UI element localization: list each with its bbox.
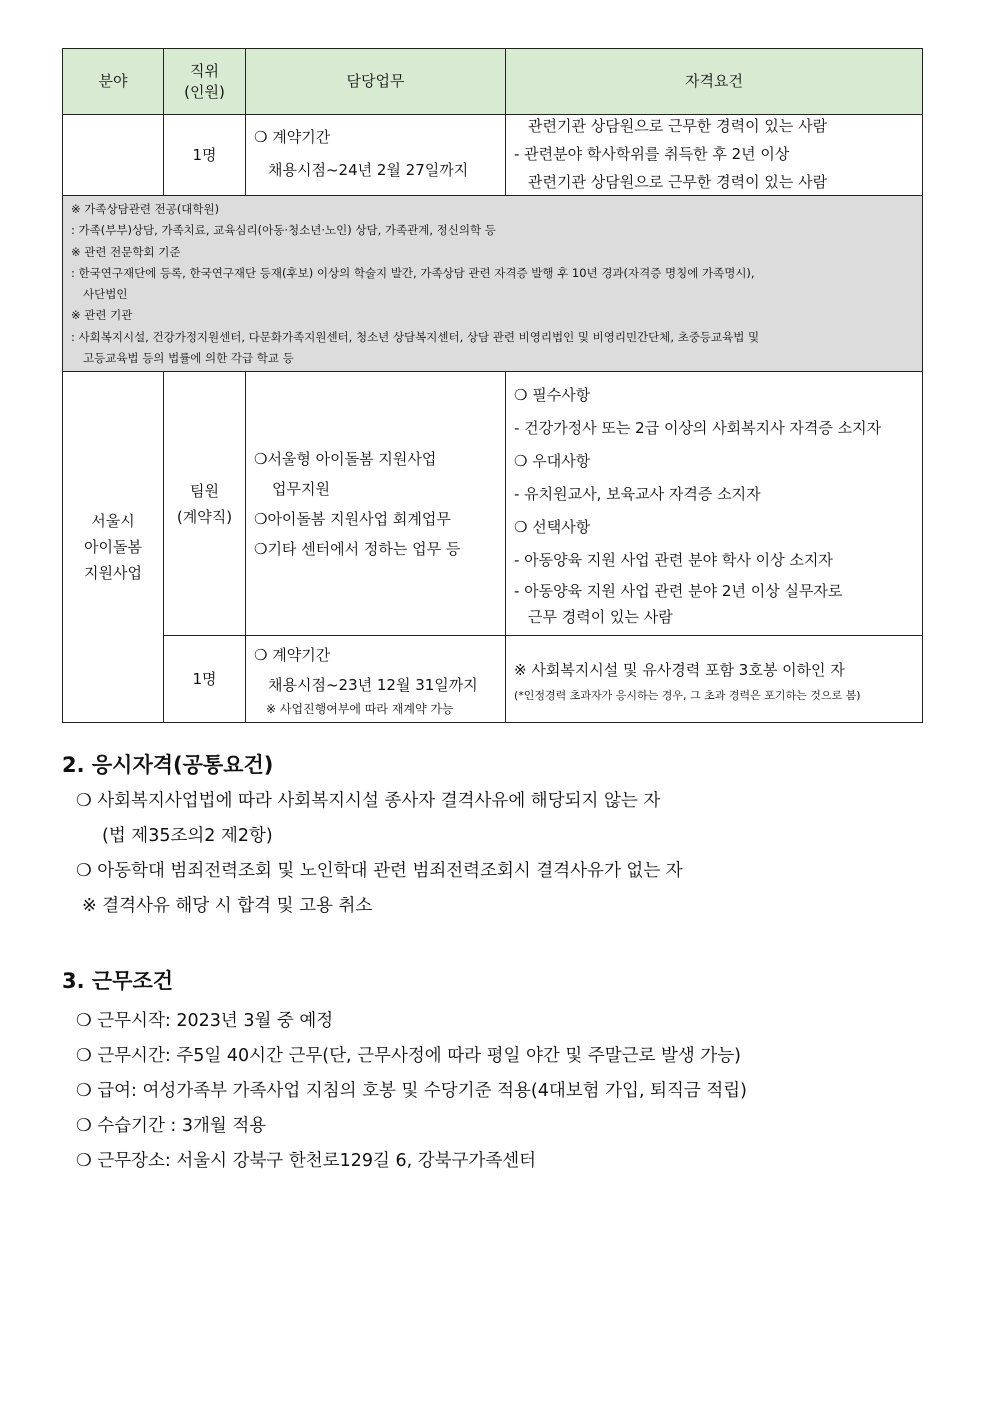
section-eligibility [62, 750, 942, 924]
list-item: ※ 결격사유 해당 시 합격 및 고용 취소 [82, 896, 373, 916]
list-item: ❍ 근무시간: 주5일 40시간 근무(단, 근무사정에 따라 평일 야간 및 주말근로 발생 가능) [76, 1046, 742, 1066]
headcount-cell: 1명 [164, 636, 246, 723]
note-line: : 사회복지시설, 건강가정지원센터, 다문화가족지원센터, 청소년 상담복지센터, 상담 관련 비영리법인 및 비영리민간단체, 초중등교육법 및 [71, 329, 760, 344]
req-line: ❍ 필수사항 [514, 385, 591, 404]
requirement-cell [506, 115, 923, 196]
recruitment-table [62, 48, 923, 723]
note-line: ※ 관련 기관 [71, 308, 133, 323]
header-position: 직위 (인원) [164, 49, 246, 115]
note-line: ※ 가족상담관련 전공(대학원) [71, 202, 220, 216]
notes-cell [63, 196, 923, 372]
duty-period: 채용시점~24년 2월 27일까지 [268, 161, 469, 179]
req-note: (*인정경력 초과자가 응시하는 경우, 그 초과 경력은 포기하는 것으로 봄) [514, 689, 861, 703]
duty-line: ❍아이돌봄 지원사업 회계업무 [254, 509, 451, 528]
req-line: - 건강가정사 또는 2급 이상의 사회복지사 자격증 소지자 [514, 418, 882, 437]
list-item: ❍ 사회복지사업법에 따라 사회복지시설 종사자 결격사유에 해당되지 않는 자 [76, 791, 661, 811]
table-row [63, 636, 923, 723]
duty-line: 업무지원 [272, 479, 330, 498]
notes-row [63, 196, 923, 372]
note-line: 사단법인 [83, 287, 128, 302]
duty-bullet: ❍ 계약기간 [254, 646, 331, 665]
table-header-row [63, 49, 923, 115]
req-line: 근무 경력이 있는 사람 [528, 607, 673, 626]
position-line: 팀원 [190, 481, 219, 500]
section-conditions [62, 966, 942, 1179]
req-line: ❍ 우대사항 [514, 451, 591, 470]
field-line: 아이돌봄 [84, 538, 142, 557]
duty-cell [246, 372, 506, 636]
note-line: ※ 관련 전문학회 기준 [71, 244, 181, 259]
note-line: 고등교육법 등의 법률에 의한 각급 학교 등 [83, 351, 294, 366]
list-item: (법 제35조의2 제2항) [102, 826, 273, 846]
table-row [63, 115, 923, 196]
field-cell [63, 372, 164, 723]
duty-period: 채용시점~23년 12월 31일까지 [268, 676, 478, 695]
position-cell [164, 372, 246, 636]
section-title: 3. 근무조건 [62, 969, 174, 993]
header-requirements: 자격요건 [506, 49, 923, 115]
duty-bullet: ❍ 계약기간 [254, 128, 331, 146]
headcount-cell: 1명 [164, 115, 246, 196]
list-item: ❍ 수습기간 : 3개월 적용 [76, 1116, 267, 1136]
duty-cell [246, 636, 506, 723]
note-line: : 한국연구재단에 등록, 한국연구재단 등재(후보) 이상의 학술지 발간, 가족상담 관련 자격증 발행 후 10년 경과(자격증 명칭에 가족명시), [71, 265, 755, 280]
requirement-cell [506, 636, 923, 723]
req-line: ❍ 선택사항 [514, 517, 591, 536]
list-item: ❍ 근무시작: 2023년 3월 중 예정 [76, 1011, 334, 1031]
req-line: - 아동양육 지원 사업 관련 분야 2년 이상 실무자로 [514, 581, 843, 600]
header-field: 분야 [63, 49, 164, 115]
list-item: ❍ 급여: 여성가족부 가족사업 지침의 호봉 및 수당기준 적용(4대보험 가입, 퇴직금 적립) [76, 1081, 747, 1101]
req-line: 관련기관 상담원으로 근무한 경력이 있는 사람 [528, 117, 828, 135]
field-cell-empty [63, 115, 164, 196]
req-main: ※ 사회복지시설 및 유사경력 포함 3호봉 이하인 자 [514, 661, 845, 680]
requirement-cell [506, 372, 923, 636]
req-line: - 관련분야 학사학위를 취득한 후 2년 이상 [514, 145, 790, 163]
field-line: 서울시 [91, 512, 135, 531]
note-line: : 가족(부부)상담, 가족치료, 교육심리(아동·청소년·노인) 상담, 가족관계, 정신의학 등 [71, 223, 496, 238]
duty-cell [246, 115, 506, 196]
req-line: 관련기관 상담원으로 근무한 경력이 있는 사람 [528, 173, 828, 191]
list-item: ❍ 근무장소: 서울시 강북구 한천로129길 6, 강북구가족센터 [76, 1151, 537, 1171]
duty-line: ❍서울형 아이돌봄 지원사업 [254, 449, 437, 468]
table-row [63, 372, 923, 636]
duty-note: ※ 사업진행여부에 따라 재계약 가능 [266, 702, 454, 717]
header-duties: 담당업무 [246, 49, 506, 115]
position-line: (계약직) [176, 507, 233, 526]
req-line: - 유치원교사, 보육교사 자격증 소지자 [514, 484, 761, 503]
req-line: - 아동양육 지원 사업 관련 분야 학사 이상 소지자 [514, 550, 833, 569]
list-item: ❍ 아동학대 범죄전력조회 및 노인학대 관련 범죄전력조회시 결격사유가 없는 자 [76, 861, 683, 881]
field-line: 지원사업 [84, 564, 142, 583]
section-title: 2. 응시자격(공통요건) [62, 753, 274, 777]
duty-line: ❍기타 센터에서 정하는 업무 등 [254, 539, 461, 558]
